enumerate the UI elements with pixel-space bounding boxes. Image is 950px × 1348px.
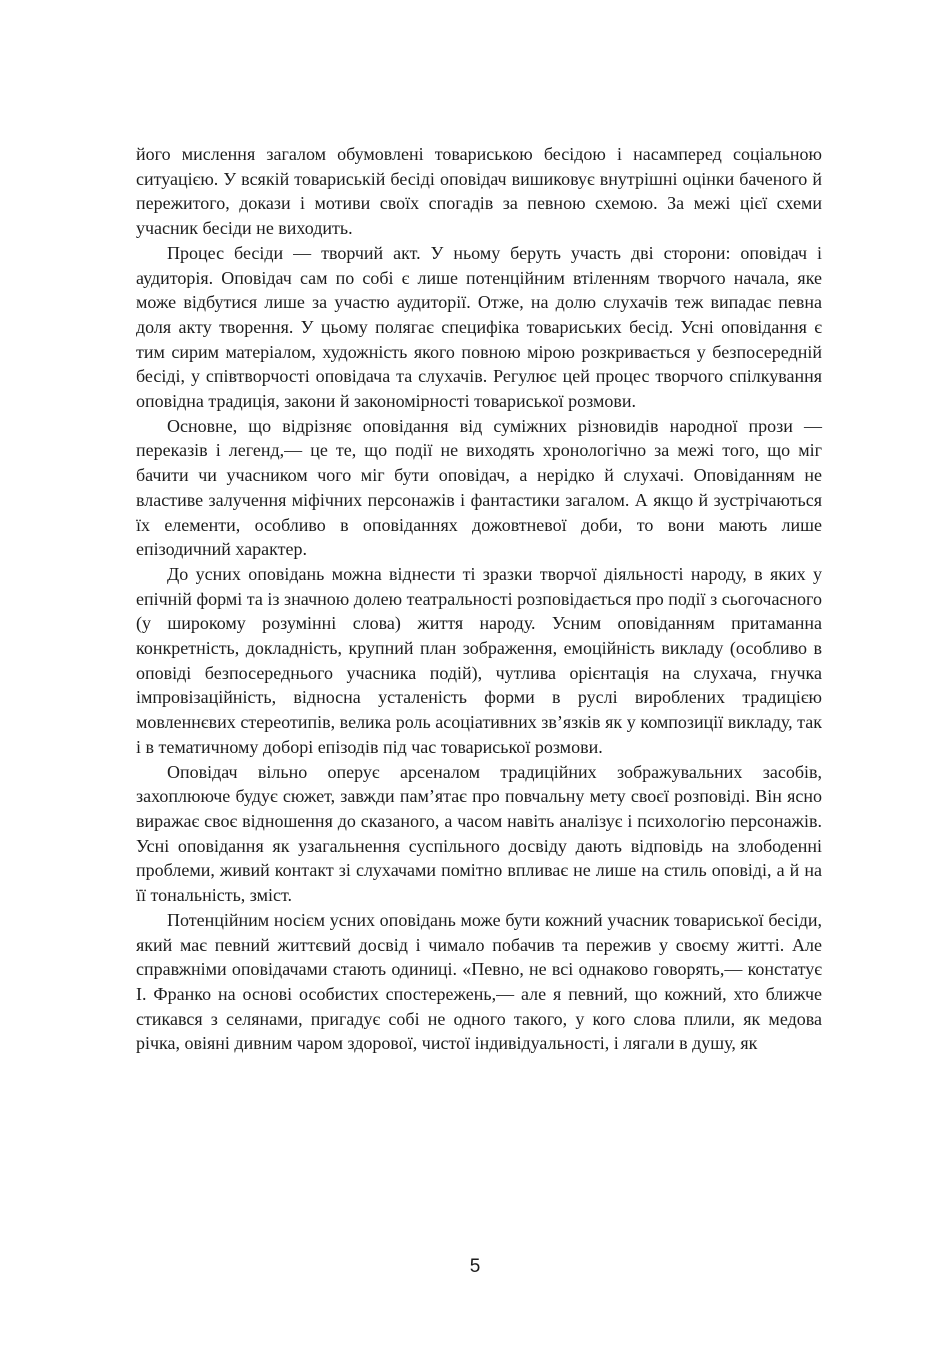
paragraph-2: Процес бесіди — творчий акт. У ньому беруть участь дві сторони: оповідач і аудиторія. Оповідач сам по собі є лише потенційним втіленням творчого начала, яке може відбутися лише за участю аудиторії. Отже, на долю слухачів теж випадає певна доля акту творення. У цьому полягає специфіка товариських бесід. Усні оповідання є тим сирим матеріалом, художність якого повною мірою розкривається у безпосередній бесіді, у співтворчості оповідача та слухачів. Регулює цей процес творчого спілкування оповідна традиція, закони й закономірності товариської розмови. bbox=[136, 242, 822, 412]
page-number: 5 bbox=[469, 1256, 481, 1277]
paragraph-5: Оповідач вільно оперує арсеналом традиційних зображувальних засобів, захоплююче будує сюжет, завжди пам’ятає про повчальну мету своєї розповіді. Він ясно виражає своє відношення до сказаного, а часом навіть аналізує і психологію персонажів. Усні оповідання як узагальнення суспільного досвіду дають відповідь на злободенні проблеми, живий контакт зі слухачами помітно впливає не лише на стиль оповіді, а й на її тональність, зміст. bbox=[136, 761, 822, 906]
paragraph-6: Потенційним носієм усних оповідань може бути кожний учасник товариської бесіди, який має певний життєвий досвід і чимало побачив та пережив у своєму житті. Але справжніми оповідачами стають одиниці. «Певно, не всі однаково говорять,— констатує І. Франко на основі особистих спостережень,— але я певний, що кожний, хто ближче стикався з селянами, пригадує собі не одного такого, у кого слова плили, як медова річка, овіяні дивним чаром здорової, чистої індивідуальності, і лягали в душу, як bbox=[136, 909, 822, 1054]
paragraph-4: До усних оповідань можна віднести ті зразки творчої діяльності народу, в яких у епічній формі та із значною долею театральності розповідається про події з сьогочасного (у широкому розумінні слова) життя народу. Усним оповіданням притаманна конкретність, докладність, крупний план зображення, емоційність викладу (особливо в оповіді безпосереднього учасника подій), чутлива орієнтація на слухача, гнучка імпровізаційність, відносна усталеність форми в руслі вироблених традицією мовленнєвих стереотипів, велика роль асоціативних зв’язків як у композиції викладу, так і в тематичному доборі епізодів під час товариської розмови. bbox=[136, 563, 822, 757]
paragraph-3: Основне, що відрізняє оповідання від суміжних різновидів народної прози — переказів і легенд,— це те, що події не виходять хронологічно за межі того, що міг бачити чи учасником чого міг бути оповідач, а нерідко й слухачі. Оповіданням не властиве залучення міфічних персонажів і фантастики загалом. А якщо й зустрічаються їх елементи, особливо в оповіданнях дожовтневої доби, то вони мають лише епізодичний характер. bbox=[136, 415, 822, 560]
paragraph-1: його мислення загалом обумовлені товариською бесідою і насамперед соціальною ситуацією. У всякій товариській бесіді оповідач вишиковує внутрішні оцінки баченого й пережитого, докази і мотиви своїх спогадів за певною схемою. За межі цієї схеми учасник бесіди не виходить. bbox=[136, 144, 822, 239]
text-body bbox=[136, 142, 822, 1056]
